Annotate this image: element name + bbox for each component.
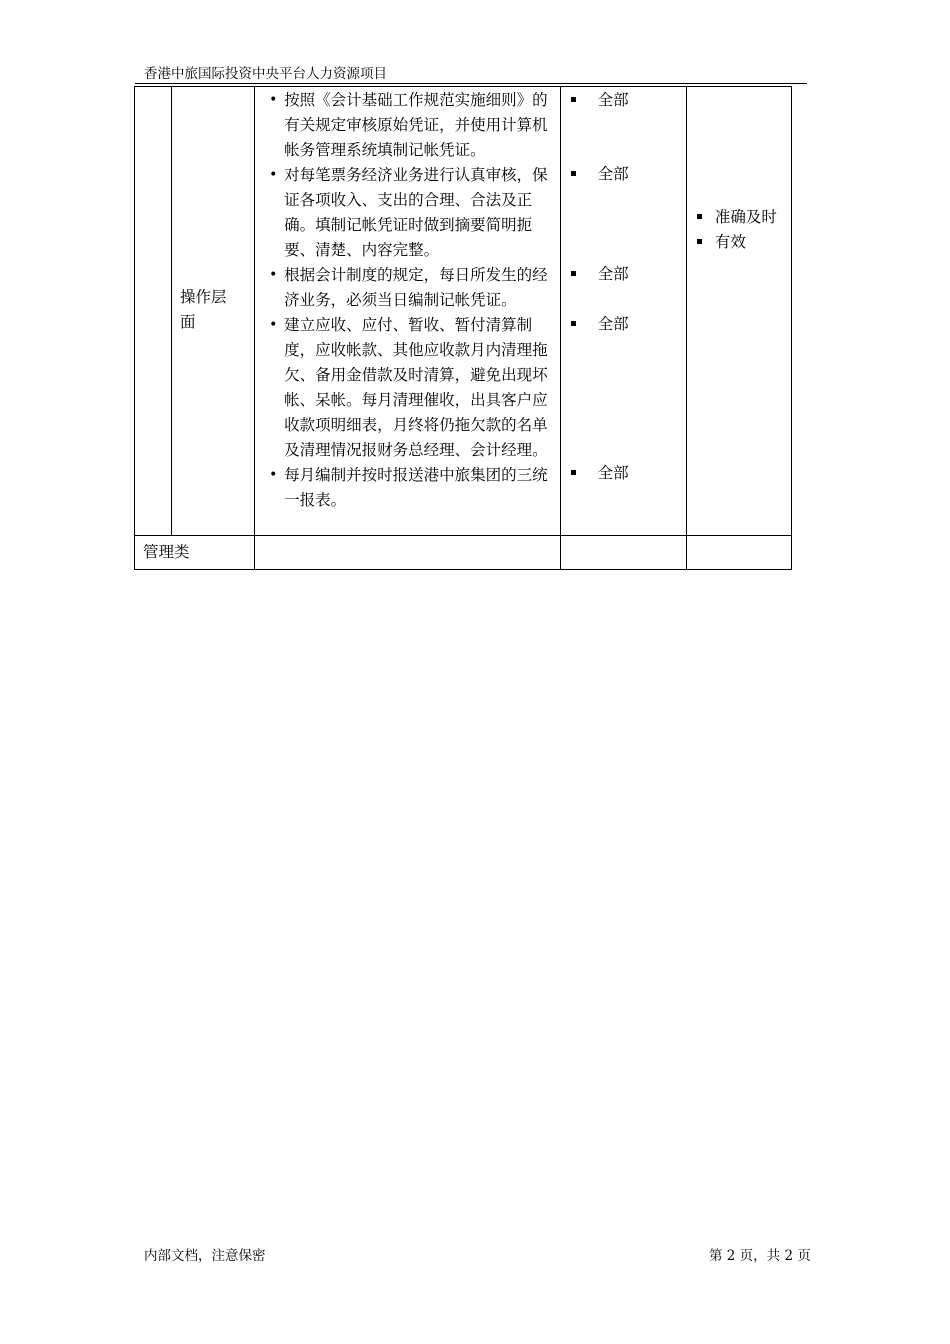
- standards-list: [697, 205, 777, 255]
- standard-label: 准确及时: [714, 208, 777, 226]
- scope-item: [571, 262, 629, 287]
- scope-label: 全部: [597, 265, 629, 283]
- duties-cell: [255, 87, 560, 536]
- square-bullet-icon: [571, 97, 576, 102]
- square-bullet-icon: [571, 470, 576, 475]
- table-row: [135, 87, 792, 536]
- category-cell: [135, 536, 255, 570]
- scope-item: [571, 88, 629, 113]
- header-divider: [135, 83, 807, 84]
- header-title: 香港中旅国际投资中央平台人力资源项目: [144, 66, 387, 82]
- level-label: 操作层面: [180, 288, 227, 331]
- duties-list: [255, 87, 559, 515]
- standard-label: 有效: [714, 233, 746, 251]
- list-item: • 根据会计制度的规定，每日所发生的经济业务，必须当日编制记帐凭证。: [267, 263, 553, 313]
- square-bullet-icon: [697, 214, 702, 219]
- square-bullet-icon: [571, 321, 576, 326]
- square-bullet-icon: [571, 271, 576, 276]
- scope-label: 全部: [597, 315, 629, 333]
- list-item: • 建立应收、应付、暂收、暂付清算制度，应收帐款、其他应收款月内清理拖欠、备用金借款及时清算，避免出现坏帐、呆帐。每月清理催收，出具客户应收款项明细表，月终将仍拖欠款的名单及清理情况报财务总经理、会计经理。: [267, 313, 553, 463]
- empty-cell: [560, 536, 686, 570]
- list-item: • 对每笔票务经济业务进行认真审核，保证各项收入、支出的合理、合法及正确。填制记帐凭证时做到摘要简明扼要、清楚、内容完整。: [267, 163, 553, 263]
- scope-label: 全部: [597, 91, 629, 109]
- list-item: [697, 230, 777, 255]
- scope-cell: [560, 87, 686, 536]
- duties-table: [134, 86, 792, 570]
- empty-cell: [255, 536, 560, 570]
- scope-item: [571, 312, 629, 337]
- list-item: [697, 205, 777, 230]
- scope-item: [571, 162, 629, 187]
- scope-label: 全部: [597, 464, 629, 482]
- standards-cell: [686, 87, 791, 536]
- scope-item: [571, 461, 629, 486]
- level-cell: [172, 87, 255, 536]
- square-bullet-icon: [571, 171, 576, 176]
- footer-confidential: 内部文档，注意保密: [144, 1248, 266, 1264]
- list-item: • 每月编制并按时报送港中旅集团的三统一报表。: [267, 463, 553, 513]
- square-bullet-icon: [697, 239, 702, 244]
- scope-label: 全部: [597, 165, 629, 183]
- empty-cell: [686, 536, 791, 570]
- footer-page-number: 第 2 页，共 2 页: [709, 1248, 811, 1264]
- category-label: 管理类: [143, 543, 190, 561]
- category-cell-blank: [135, 87, 172, 536]
- table-row: [135, 536, 792, 570]
- list-item: • 按照《会计基础工作规范实施细则》的有关规定审核原始凭证，并使用计算机帐务管理系统填制记帐凭证。: [267, 88, 553, 163]
